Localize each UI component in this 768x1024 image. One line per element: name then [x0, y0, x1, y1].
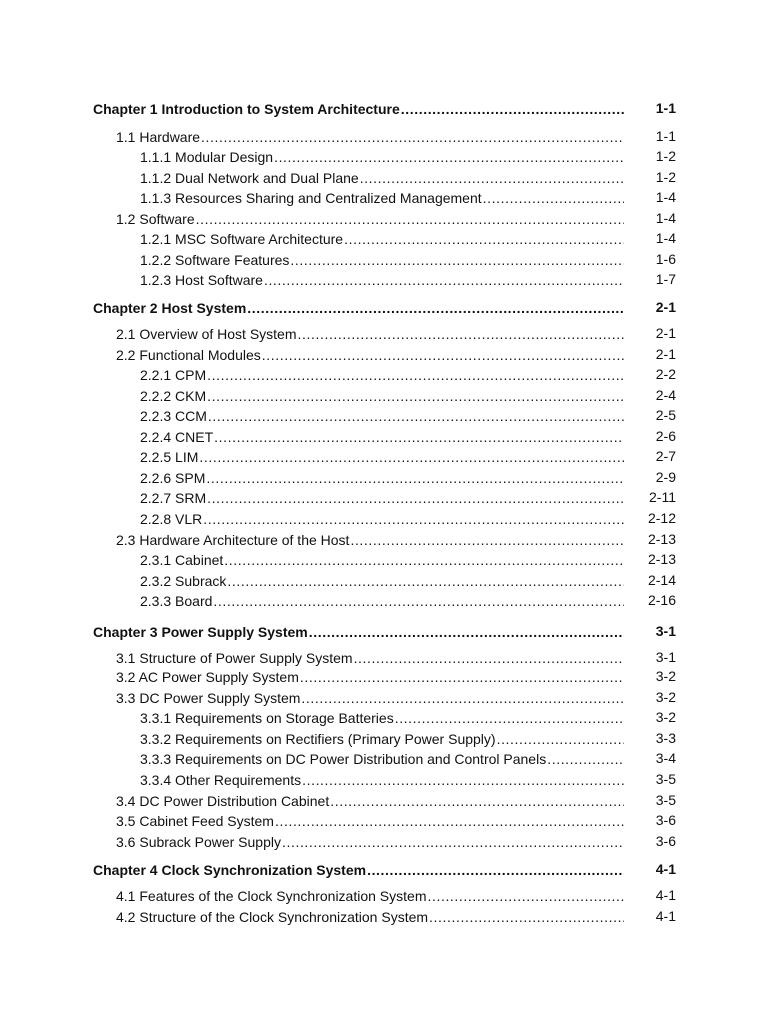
toc-entry-title: 1.2 Software	[116, 211, 195, 227]
dot-leader	[207, 387, 624, 405]
toc-entry-page-number: 2-1	[655, 299, 676, 315]
dot-leader	[401, 100, 624, 118]
toc-subsection-entry[interactable]	[140, 426, 676, 446]
dot-leader	[199, 448, 624, 466]
toc-entry-title: Chapter 4 Clock Synchronization System	[93, 862, 367, 878]
toc-entry-page-number: 2-9	[655, 469, 676, 485]
dot-leader	[302, 771, 624, 789]
toc-entry-title: 3.5 Cabinet Feed System	[116, 813, 274, 829]
toc-chapter-entry[interactable]	[93, 98, 676, 118]
toc-section-entry[interactable]	[116, 323, 676, 343]
toc-section-entry[interactable]	[116, 687, 676, 707]
toc-entry-title: 3.3.4 Other Requirements	[140, 772, 302, 788]
dot-leader	[290, 251, 624, 269]
toc-entry-title: 2.2.6 SPM	[140, 470, 206, 486]
toc-section-entry[interactable]	[116, 885, 676, 905]
toc-chapter-entry[interactable]	[93, 859, 676, 879]
toc-subsection-entry[interactable]	[140, 728, 676, 748]
dot-leader	[301, 689, 624, 707]
toc-entry-title: 3.2 AC Power Supply System	[116, 669, 299, 685]
toc-entry-page-number: 2-2	[655, 366, 676, 382]
toc-entry-page-number: 2-11	[649, 489, 676, 505]
toc-entry-page-number: 1-7	[655, 271, 676, 287]
toc-subsection-entry[interactable]	[140, 187, 676, 207]
dot-leader	[207, 366, 624, 384]
toc-entry-page-number: 3-4	[655, 750, 676, 766]
toc-chapter-entry[interactable]	[93, 621, 676, 641]
dot-leader	[354, 649, 624, 667]
dot-leader	[201, 128, 624, 146]
toc-subsection-entry[interactable]	[140, 405, 676, 425]
toc-entry-page-number: 2-13	[647, 531, 676, 547]
toc-entry-page-number: 2-6	[655, 428, 676, 444]
toc-entry-page-number: 3-5	[655, 792, 676, 808]
dot-leader	[203, 510, 624, 528]
toc-entry-page-number: 1-4	[655, 210, 676, 226]
toc-entry-title: 2.3 Hardware Architecture of the Host	[116, 532, 350, 548]
toc-entry-title: 2.3.2 Subrack	[140, 573, 227, 589]
toc-section-entry[interactable]	[116, 208, 676, 228]
toc-subsection-entry[interactable]	[140, 146, 676, 166]
dot-leader	[214, 428, 624, 446]
dot-leader	[213, 592, 624, 610]
toc-entry-page-number: 3-1	[655, 623, 676, 639]
toc-entry-page-number: 2-4	[655, 387, 676, 403]
toc-subsection-entry[interactable]	[140, 748, 676, 768]
dot-leader	[309, 623, 624, 641]
dot-leader	[264, 271, 624, 289]
toc-entry-title: 1.1 Hardware	[116, 129, 201, 145]
toc-entry-page-number: 1-1	[655, 100, 676, 116]
toc-subsection-entry[interactable]	[140, 487, 676, 507]
dot-leader	[262, 346, 624, 364]
toc-entry-page-number: 3-6	[655, 833, 676, 849]
toc-entry-title: 1.2.3 Host Software	[140, 272, 263, 288]
toc-entry-page-number: 2-12	[647, 510, 676, 526]
toc-entry-title: Chapter 3 Power Supply System	[93, 624, 308, 640]
dot-leader	[497, 730, 624, 748]
dot-leader	[427, 887, 624, 905]
dot-leader	[224, 551, 624, 569]
dot-leader	[196, 210, 624, 228]
toc-section-entry[interactable]	[116, 126, 676, 146]
dot-leader	[207, 489, 624, 507]
toc-entry-title: 4.1 Features of the Clock Synchronization System	[116, 888, 427, 904]
toc-entry-page-number: 3-3	[655, 730, 676, 746]
toc-entry-title: 2.2.8 VLR	[140, 511, 203, 527]
toc-subsection-entry[interactable]	[140, 467, 676, 487]
dot-leader	[483, 189, 624, 207]
dot-leader	[395, 709, 624, 727]
toc-section-entry[interactable]	[116, 810, 676, 830]
toc-entry-title: 1.1.2 Dual Network and Dual Plane	[140, 170, 359, 186]
toc-section-entry[interactable]	[116, 666, 676, 686]
toc-entry-page-number: 2-1	[655, 325, 676, 341]
toc-subsection-entry[interactable]	[140, 570, 676, 590]
dot-leader	[367, 861, 624, 879]
toc-entry-title: 2.2 Functional Modules	[116, 347, 261, 363]
dot-leader	[344, 230, 624, 248]
toc-subsection-entry[interactable]	[140, 364, 676, 384]
toc-subsection-entry[interactable]	[140, 167, 676, 187]
toc-entry-page-number: 1-1	[655, 128, 676, 144]
toc-entry-page-number: 2-14	[647, 572, 676, 588]
dot-leader	[298, 325, 624, 343]
dot-leader	[206, 469, 624, 487]
toc-entry-page-number: 2-16	[647, 592, 676, 608]
toc-entry-page-number: 1-6	[655, 251, 676, 267]
toc-subsection-entry[interactable]	[140, 508, 676, 528]
toc-entry-page-number: 4-1	[655, 861, 676, 877]
toc-entry-title: 2.2.2 CKM	[140, 388, 207, 404]
dot-leader	[282, 833, 624, 851]
toc-section-entry[interactable]	[116, 790, 676, 810]
toc-entry-page-number: 1-4	[655, 189, 676, 205]
toc-entry-title: 1.2.2 Software Features	[140, 252, 290, 268]
toc-entry-title: Chapter 1 Introduction to System Architecture	[93, 101, 400, 117]
toc-entry-title: 1.1.1 Modular Design	[140, 149, 274, 165]
toc-entry-title: 1.1.3 Resources Sharing and Centralized Management	[140, 190, 482, 206]
dot-leader	[275, 812, 624, 830]
toc-subsection-entry[interactable]	[140, 590, 676, 610]
toc-entry-title: 2.1 Overview of Host System	[116, 326, 297, 342]
toc-entry-page-number: 2-5	[655, 407, 676, 423]
toc-entry-page-number: 2-1	[655, 346, 676, 362]
toc-entry-title: 3.1 Structure of Power Supply System	[116, 650, 353, 666]
toc-section-entry[interactable]	[116, 906, 676, 926]
toc-subsection-entry[interactable]	[140, 385, 676, 405]
toc-subsection-entry[interactable]	[140, 707, 676, 727]
toc-entry-page-number: 1-2	[655, 148, 676, 164]
toc-entry-title: 3.4 DC Power Distribution Cabinet	[116, 793, 330, 809]
toc-entry-page-number: 3-2	[655, 689, 676, 705]
toc-entry-page-number: 4-1	[655, 908, 676, 924]
toc-entry-title: 2.3.3 Board	[140, 593, 213, 609]
toc-entry-page-number: 3-6	[655, 812, 676, 828]
dot-leader	[300, 668, 624, 686]
toc-subsection-entry[interactable]	[140, 446, 676, 466]
toc-entry-page-number: 3-1	[655, 649, 676, 665]
toc-entry-title: 3.3.2 Requirements on Rectifiers (Primary Power Supply)	[140, 731, 496, 747]
toc-entry-title: 4.2 Structure of the Clock Synchronization System	[116, 909, 429, 925]
toc-entry-title: 3.3.1 Requirements on Storage Batteries	[140, 710, 394, 726]
toc-entry-page-number: 4-1	[655, 887, 676, 903]
toc-entry-title: 1.2.1 MSC Software Architecture	[140, 231, 344, 247]
toc-section-entry[interactable]	[116, 831, 676, 851]
toc-entry-page-number: 3-2	[655, 668, 676, 684]
toc-entry-title: 2.2.3 CCM	[140, 408, 207, 424]
toc-entry-title: 2.2.1 CPM	[140, 367, 207, 383]
toc-subsection-entry[interactable]	[140, 549, 676, 569]
toc-entry-title: 3.3.3 Requirements on DC Power Distribution and Control Panels	[140, 751, 547, 767]
toc-entry-page-number: 3-2	[655, 709, 676, 725]
toc-subsection-entry[interactable]	[140, 769, 676, 789]
toc-entry-title: 3.3 DC Power Supply System	[116, 690, 301, 706]
toc-entry-title: 2.2.7 SRM	[140, 490, 207, 506]
toc-subsection-entry[interactable]	[140, 269, 676, 289]
toc-entry-page-number: 1-4	[655, 230, 676, 246]
dot-leader	[547, 750, 624, 768]
toc-entry-title: 2.3.1 Cabinet	[140, 552, 224, 568]
dot-leader	[247, 299, 624, 317]
toc-section-entry[interactable]	[116, 647, 676, 667]
toc-entry-title: 3.6 Subrack Power Supply	[116, 834, 281, 850]
toc-section-entry[interactable]	[116, 529, 676, 549]
dot-leader	[227, 572, 624, 590]
toc-chapter-entry[interactable]	[93, 297, 676, 317]
toc-entry-page-number: 1-2	[655, 169, 676, 185]
toc-subsection-entry[interactable]	[140, 249, 676, 269]
toc-entry-page-number: 2-7	[655, 448, 676, 464]
toc-entry-page-number: 3-5	[655, 771, 676, 787]
dot-leader	[429, 908, 624, 926]
dot-leader	[208, 407, 624, 425]
dot-leader	[274, 148, 624, 166]
dot-leader	[360, 169, 624, 187]
toc-entry-title: Chapter 2 Host System	[93, 300, 247, 316]
dot-leader	[330, 792, 624, 810]
toc-entry-title: 2.2.5 LIM	[140, 449, 199, 465]
toc-subsection-entry[interactable]	[140, 228, 676, 248]
dot-leader	[350, 531, 624, 549]
toc-entry-title: 2.2.4 CNET	[140, 429, 214, 445]
toc-section-entry[interactable]	[116, 344, 676, 364]
toc-entry-page-number: 2-13	[647, 551, 676, 567]
